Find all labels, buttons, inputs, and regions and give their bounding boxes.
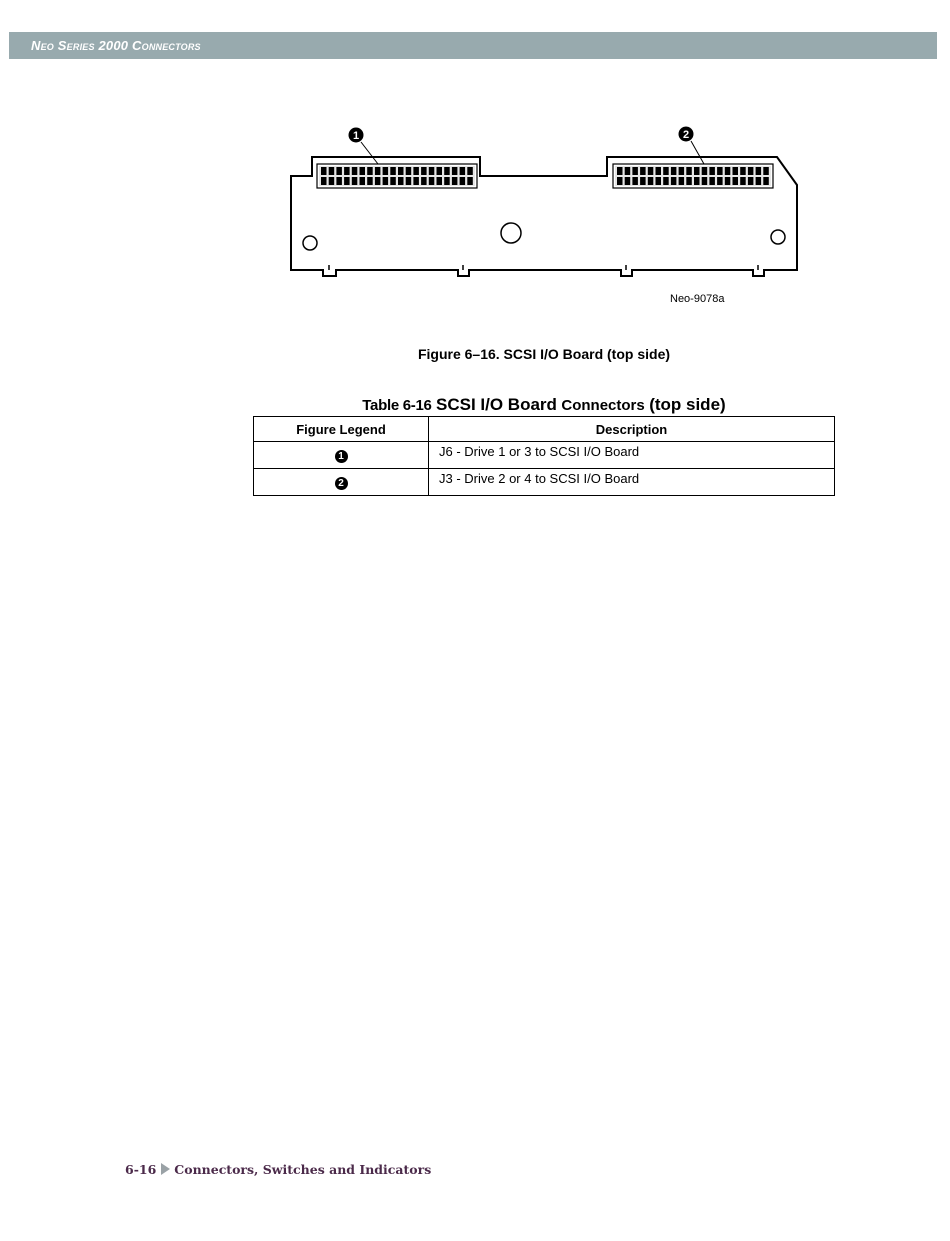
connectors-table xyxy=(253,416,835,496)
mounting-hole-right xyxy=(771,230,785,244)
connector-pin xyxy=(329,167,335,175)
connector-pin xyxy=(329,177,335,185)
connector-pin xyxy=(740,177,746,185)
connector-pin xyxy=(679,167,685,175)
connector-pin xyxy=(709,167,715,175)
table-title-side: (top side) xyxy=(649,395,726,414)
connector-pin xyxy=(429,167,435,175)
connector-pin xyxy=(383,177,389,185)
table-title-number: Table 6-16 xyxy=(362,397,432,414)
connector-pin xyxy=(617,167,623,175)
connector-pin xyxy=(717,167,723,175)
connector-pin xyxy=(398,177,404,185)
connector-pin xyxy=(617,177,623,185)
connector-pin xyxy=(702,167,708,175)
connector-pin xyxy=(748,177,754,185)
figure-art-id: Neo-9078a xyxy=(670,293,725,305)
scsi-board-figure xyxy=(280,118,810,313)
connector-pin xyxy=(640,167,646,175)
connector-pin xyxy=(444,167,450,175)
connector-pin xyxy=(694,177,700,185)
connector-pin xyxy=(321,167,327,175)
connector-pin xyxy=(429,177,435,185)
running-header-title: Neo Series 2000 Connectors xyxy=(31,38,201,53)
legend-bullet: 1 xyxy=(335,450,348,463)
table-row xyxy=(254,442,835,469)
mounting-hole-center xyxy=(501,223,521,243)
page-footer xyxy=(125,1162,431,1177)
description-cell: J6 - Drive 1 or 3 to SCSI I/O Board xyxy=(429,442,835,469)
table-title xyxy=(0,395,950,415)
chapter-title: Connectors, Switches and Indicators xyxy=(174,1162,432,1177)
connector-pin xyxy=(460,167,466,175)
connector-pin xyxy=(648,167,654,175)
connector-pin xyxy=(663,177,669,185)
header-bar xyxy=(9,32,937,59)
connector-pin xyxy=(360,167,366,175)
connector-pin xyxy=(694,167,700,175)
connector-pin xyxy=(344,177,350,185)
header-figure-legend: Figure Legend xyxy=(254,417,429,442)
connector-pin xyxy=(321,177,327,185)
connector-pin xyxy=(725,177,731,185)
connector-pin xyxy=(360,177,366,185)
connector-pin xyxy=(671,167,677,175)
connector-pin xyxy=(632,177,638,185)
connector-pin xyxy=(733,167,739,175)
connector-pin xyxy=(725,167,731,175)
table-row xyxy=(254,469,835,496)
connector-pin xyxy=(656,177,662,185)
connector-pin xyxy=(398,167,404,175)
connector-pin xyxy=(648,177,654,185)
connector-pin xyxy=(756,177,762,185)
mounting-hole-left xyxy=(303,236,317,250)
connector-pin xyxy=(640,177,646,185)
connector-pin xyxy=(390,177,396,185)
connector-pin xyxy=(413,167,419,175)
footer-arrow-icon xyxy=(161,1163,170,1175)
connector-pin xyxy=(625,167,631,175)
connector-pin xyxy=(421,177,427,185)
connector-pin xyxy=(656,167,662,175)
connector-pin xyxy=(390,167,396,175)
connector-pin xyxy=(344,167,350,175)
connector-pin xyxy=(375,167,381,175)
connector-pin xyxy=(467,177,473,185)
connector-pin xyxy=(336,177,342,185)
connector-pin xyxy=(460,177,466,185)
connector-pin xyxy=(352,167,358,175)
connector-pin xyxy=(375,177,381,185)
table-title-main: SCSI I/O Board xyxy=(436,395,557,414)
connector-pin xyxy=(452,167,458,175)
connector-pin xyxy=(437,177,443,185)
connector-pin xyxy=(467,167,473,175)
connector-pin xyxy=(444,177,450,185)
callout-number-2: 2 xyxy=(682,129,690,141)
connector-pin xyxy=(625,177,631,185)
connector-j3 xyxy=(613,164,773,188)
connector-pin xyxy=(686,167,692,175)
connector-pin xyxy=(671,177,677,185)
legend-bullet: 2 xyxy=(335,477,348,490)
connector-pin xyxy=(421,167,427,175)
header-description: Description xyxy=(429,417,835,442)
table-header-row xyxy=(254,417,835,442)
connector-pin xyxy=(406,167,412,175)
table-title-connectors: Connectors xyxy=(561,397,645,414)
figure-caption: Figure 6–16. SCSI I/O Board (top side) xyxy=(417,346,671,362)
connector-pin xyxy=(702,177,708,185)
connector-pin xyxy=(763,167,769,175)
connector-pin xyxy=(763,177,769,185)
connector-pin xyxy=(663,167,669,175)
connector-pin xyxy=(748,167,754,175)
connector-pin xyxy=(740,167,746,175)
connector-pin xyxy=(367,177,373,185)
connector-pin xyxy=(352,177,358,185)
page-number: 6-16 xyxy=(125,1162,157,1177)
connector-j6 xyxy=(317,164,477,188)
connector-pin xyxy=(632,167,638,175)
legend-cell xyxy=(254,469,429,496)
callout-number-1: 1 xyxy=(352,130,360,142)
description-cell: J3 - Drive 2 or 4 to SCSI I/O Board xyxy=(429,469,835,496)
connector-pin xyxy=(406,177,412,185)
connector-pin xyxy=(709,177,715,185)
connector-pin xyxy=(679,177,685,185)
connector-pin xyxy=(756,167,762,175)
connector-pin xyxy=(733,177,739,185)
legend-cell xyxy=(254,442,429,469)
connector-pin xyxy=(413,177,419,185)
connector-pin xyxy=(717,177,723,185)
connector-pin xyxy=(367,167,373,175)
connector-pin xyxy=(686,177,692,185)
connector-pin xyxy=(336,167,342,175)
connector-pin xyxy=(383,167,389,175)
connector-pin xyxy=(437,167,443,175)
connector-pin xyxy=(452,177,458,185)
scsi-board-diagram xyxy=(280,118,810,313)
